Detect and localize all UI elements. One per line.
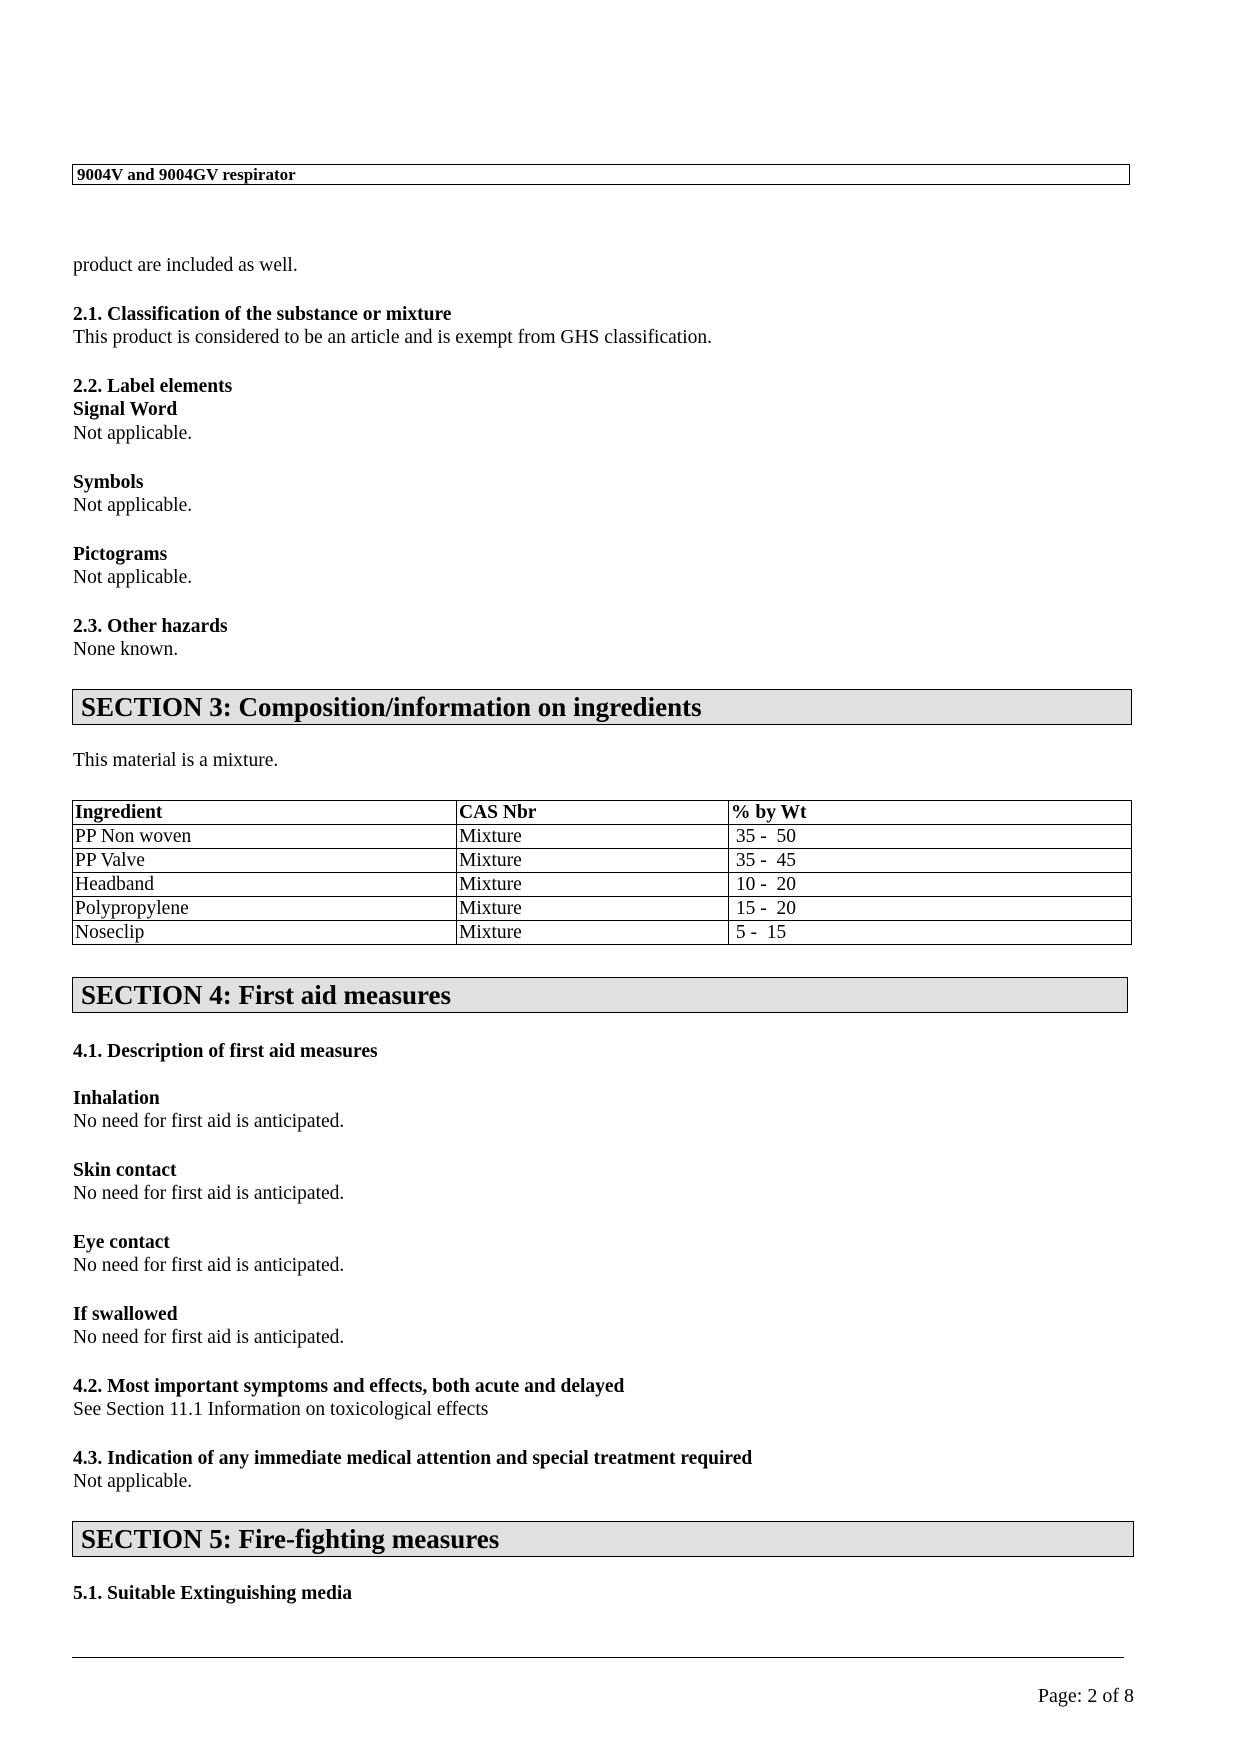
heading-4-2: 4.2. Most important symptoms and effects, both acute and delayed xyxy=(73,1376,625,1397)
column-header-weight: % by Wt xyxy=(729,801,1132,825)
ingredient-cell: Noseclip xyxy=(73,921,457,945)
heading-4-1: 4.1. Description of first aid measures xyxy=(73,1041,378,1062)
cas-cell: Mixture xyxy=(457,873,729,897)
pictograms-label: Pictograms xyxy=(73,544,168,565)
cas-cell: Mixture xyxy=(457,921,729,945)
signal-word-label: Signal Word xyxy=(73,399,178,420)
symbols-text: Not applicable. xyxy=(73,495,193,516)
weight-cell: 15 - 20 xyxy=(729,897,1132,921)
pictograms-text: Not applicable. xyxy=(73,567,193,588)
cas-cell: Mixture xyxy=(457,825,729,849)
ingredients-table xyxy=(72,800,1132,945)
inhalation-text: No need for first aid is anticipated. xyxy=(73,1111,345,1132)
intro-text: product are included as well. xyxy=(73,255,298,276)
heading-2-1: 2.1. Classification of the substance or mixture xyxy=(73,304,452,325)
ingredient-cell: Polypropylene xyxy=(73,897,457,921)
text-2-3: None known. xyxy=(73,639,179,660)
footer-divider xyxy=(72,1657,1124,1658)
weight-cell: 5 - 15 xyxy=(729,921,1132,945)
table-row xyxy=(73,873,1132,897)
weight-cell: 10 - 20 xyxy=(729,873,1132,897)
section-3-title: SECTION 3: Composition/information on ingredients xyxy=(72,689,1132,725)
skin-contact-text: No need for first aid is anticipated. xyxy=(73,1183,345,1204)
weight-cell: 35 - 50 xyxy=(729,825,1132,849)
text-4-3: Not applicable. xyxy=(73,1471,193,1492)
table-row xyxy=(73,897,1132,921)
page-number: Page: 2 of 8 xyxy=(1037,1685,1134,1707)
if-swallowed-label: If swallowed xyxy=(73,1304,178,1325)
heading-4-3: 4.3. Indication of any immediate medical attention and special treatment required xyxy=(73,1448,753,1469)
table-header-row xyxy=(73,801,1132,825)
cas-cell: Mixture xyxy=(457,897,729,921)
table-row xyxy=(73,921,1132,945)
eye-contact-text: No need for first aid is anticipated. xyxy=(73,1255,345,1276)
inhalation-label: Inhalation xyxy=(73,1088,160,1109)
table-row xyxy=(73,825,1132,849)
table-row xyxy=(73,849,1132,873)
column-header-ingredient: Ingredient xyxy=(73,801,457,825)
section-4-title: SECTION 4: First aid measures xyxy=(72,977,1128,1013)
signal-word-text: Not applicable. xyxy=(73,423,193,444)
section-3-intro: This material is a mixture. xyxy=(73,750,279,771)
cas-cell: Mixture xyxy=(457,849,729,873)
eye-contact-label: Eye contact xyxy=(73,1232,170,1253)
section-5-title: SECTION 5: Fire-fighting measures xyxy=(72,1521,1134,1557)
text-4-2: See Section 11.1 Information on toxicological effects xyxy=(73,1399,489,1420)
heading-5-1: 5.1. Suitable Extinguishing media xyxy=(73,1583,353,1604)
weight-cell: 35 - 45 xyxy=(729,849,1132,873)
ingredient-cell: PP Valve xyxy=(73,849,457,873)
document-header: 9004V and 9004GV respirator xyxy=(72,164,1130,185)
heading-2-3: 2.3. Other hazards xyxy=(73,616,228,637)
skin-contact-label: Skin contact xyxy=(73,1160,177,1181)
ingredient-cell: PP Non woven xyxy=(73,825,457,849)
ingredient-cell: Headband xyxy=(73,873,457,897)
symbols-label: Symbols xyxy=(73,472,144,493)
heading-2-2: 2.2. Label elements xyxy=(73,376,233,397)
if-swallowed-text: No need for first aid is anticipated. xyxy=(73,1327,345,1348)
column-header-cas: CAS Nbr xyxy=(457,801,729,825)
text-2-1: This product is considered to be an article and is exempt from GHS classification. xyxy=(73,327,712,348)
